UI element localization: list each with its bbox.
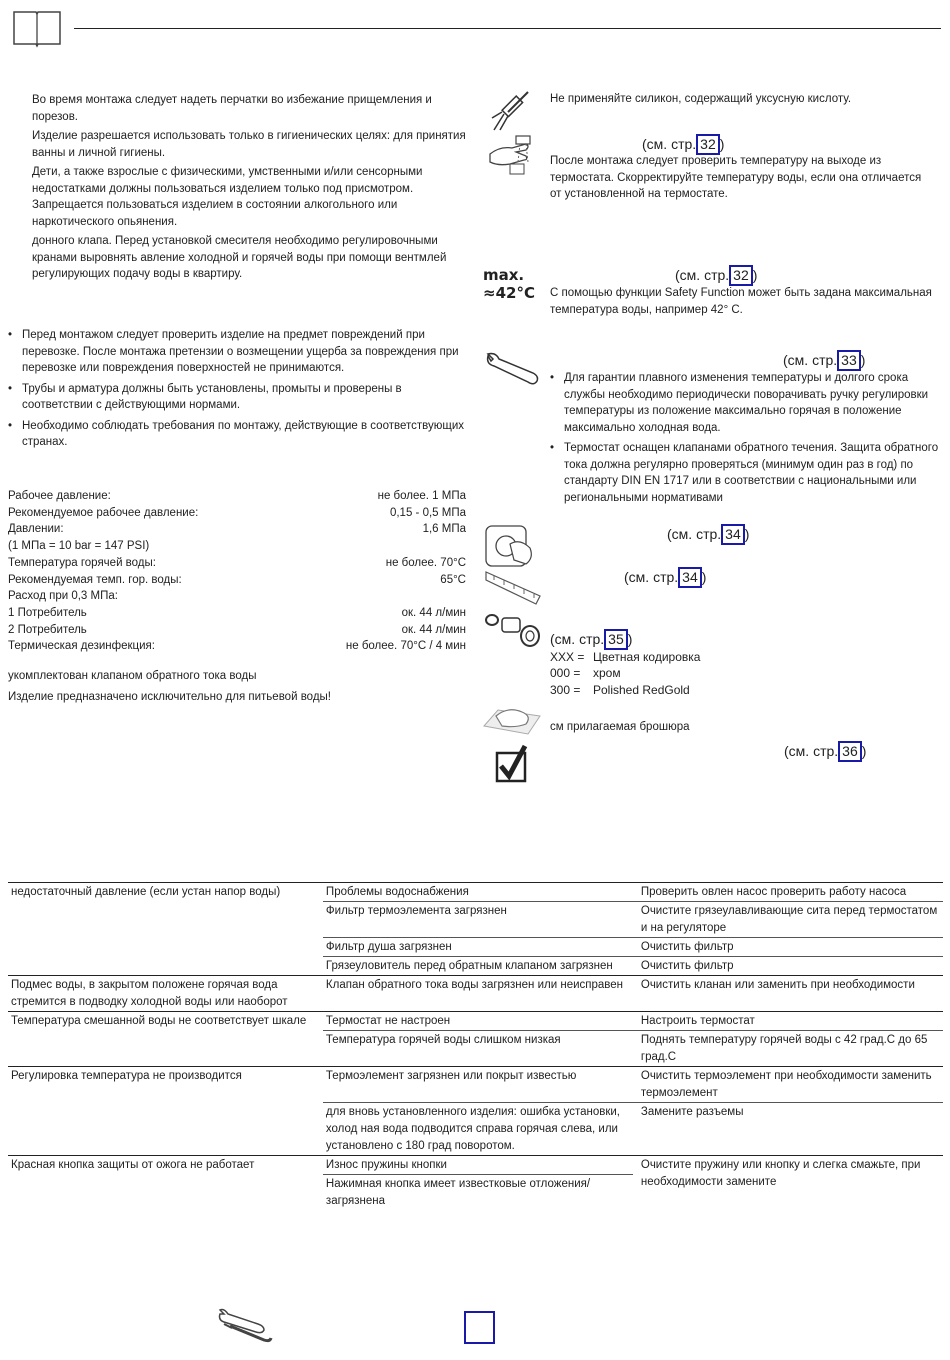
spec-label: Температура горячей воды: [8, 556, 156, 569]
hand-water-temperature-icon [486, 134, 538, 181]
scale-ruler-icon [484, 566, 542, 611]
spec-label: Термическая дезинфекция: [8, 640, 155, 653]
reference-suffix: ) [752, 267, 758, 283]
spec-value: 1,6 МПа [422, 523, 466, 536]
silicone-warning: Не применяйте силикон, содержащий уксусную кислоту. [550, 93, 852, 105]
spec-value: ок. 44 л/мин [401, 623, 466, 636]
safety-section [32, 92, 468, 283]
cause-cell: Термоэлемент загрязнен или покрыт известью [323, 1067, 633, 1103]
tools-icon [216, 1306, 274, 1349]
install-section [8, 327, 468, 451]
remedy-cell: Очистите пружину или кнопку и слегка смажьте, при необходимости замените [633, 1156, 943, 1211]
table-row [8, 976, 943, 1012]
spec-label: 2 Потребитель [8, 623, 87, 636]
problem-cell: Красная кнопка защиты от ожога не работает [8, 1156, 323, 1211]
spec-row [8, 572, 466, 589]
table-row [8, 883, 943, 902]
page-link-34[interactable]: 34 [678, 567, 702, 588]
cause-cell: Грязеуловитель перед обратным клапаном загрязнен [323, 957, 633, 976]
reference-prefix: (см. стр. [642, 136, 697, 152]
spec-row [8, 622, 466, 639]
reference-prefix: (см. стр. [667, 526, 722, 542]
spare-parts-icon [484, 608, 542, 653]
color-codes [550, 649, 700, 698]
reference-suffix: ) [744, 526, 750, 542]
spec-row [8, 605, 466, 622]
safety-paragraph: Во время монтажа следует надеть перчатки во избежание прищемления и порезов. [32, 94, 432, 123]
thermostat-knob-icon [484, 524, 536, 571]
remedy-cell: Очистите грязеулавливающие сита перед термостатом и на регуляторе [633, 902, 943, 938]
brochure-text: см прилагаемая брошюра [550, 721, 690, 733]
safety-paragraph: Дети, а также взрослые с физическими, умственными и/или сенсорными недостатками должны пользоваться изделием только под присмотром. Запрещается пользоваться изделием в состоянии алкогольного или наркотического опьянения. [32, 166, 423, 228]
remedy-cell: Поднять температуру горячей воды с 42 град.С до 65 град.С [633, 1031, 943, 1067]
manual-book-icon [12, 8, 62, 51]
reference-prefix: (см. стр. [550, 631, 605, 647]
cause-cell: Термостат не настроен [323, 1012, 633, 1031]
reference-suffix: ) [719, 136, 725, 152]
checklist-icon [495, 744, 529, 787]
spec-row [8, 521, 466, 538]
remedy-cell: Очистить термоэлемент при необходимости заменить термоэлемент [633, 1067, 943, 1103]
page-reference [550, 629, 632, 650]
spec-label: Рекомендуемое рабочее давление: [8, 506, 199, 519]
page-reference [784, 741, 866, 762]
header-rule [74, 28, 941, 29]
color-name: хром [593, 666, 621, 681]
reference-prefix: (см. стр. [783, 352, 838, 368]
max-temperature-label [483, 266, 535, 302]
cause-cell: Износ пружины кнопки [323, 1156, 633, 1175]
color-code: XXX = [550, 650, 585, 664]
cause-cell: для вновь установленного изделия: ошибка установки, холод ная вода подводится справа горячая слева, или установлено с 180 град поворотом. [323, 1103, 633, 1156]
page-link-32[interactable]: 32 [729, 265, 753, 286]
backflow-note: укомплектован клапаном обратного тока воды [8, 670, 257, 682]
color-code: 000 = [550, 666, 581, 681]
color-code-row [550, 665, 700, 681]
reference-suffix: ) [861, 743, 867, 759]
color-name: Polished RedGold [593, 682, 690, 697]
troubleshooting-table [8, 882, 943, 1210]
spec-row [8, 555, 466, 572]
reference-prefix: (см. стр. [675, 267, 730, 283]
silicone-gun-icon [488, 88, 536, 135]
spec-value: ок. 44 л/мин [401, 606, 466, 619]
cause-cell: Клапан обратного тока воды загрязнен или неисправен [323, 976, 633, 1012]
cause-cell: Фильтр душа загрязнен [323, 938, 633, 957]
spec-value: 0,15 - 0,5 МПа [389, 506, 466, 519]
maintenance-section [550, 370, 942, 506]
install-bullet: • Перед монтажом следует проверить изделие на предмет повреждений при перевозке. После монтажа претензии о возмещении ущерба за повреждения при перевозке или повреждения поверхностей не принимаются. [8, 327, 468, 377]
color-code-row [550, 649, 700, 665]
reference-suffix: ) [627, 631, 633, 647]
page-reference [675, 265, 757, 286]
remedy-cell: Очистить кланан или заменить при необходимости [633, 976, 943, 1012]
page-reference [642, 134, 724, 155]
page-link-33[interactable]: 33 [837, 350, 861, 371]
remedy-cell: Проверить овлен насос проверить работу насоса [633, 883, 943, 902]
maintenance-bullet: • Для гарантии плавного изменения температуры и долгого срока службы необходимо периодически поворачивать ручку регулировки температуры из положение максимально горячая в положение максимально холодная вода. [550, 370, 942, 436]
problem-cell: Температура смешанной воды не соответствует шкале [8, 1012, 323, 1067]
spec-value: не более. 70°C / 4 мин [345, 640, 466, 653]
max-label: max. [483, 266, 525, 284]
reference-suffix: ) [860, 352, 866, 368]
spec-row [8, 588, 466, 605]
table-row [8, 1156, 943, 1175]
safety-paragraph: Изделие разрешается использовать только в гигиенических целях: для принятия ванны и личной гигиены. [32, 130, 466, 159]
technical-specs [8, 488, 466, 655]
spec-label: Рекомендуемая темп. гор. воды: [8, 573, 182, 586]
color-name: Цветная кодировка [593, 650, 701, 664]
spec-label: Рабочее давление: [8, 490, 111, 502]
install-bullet: • Трубы и арматура должны быть установлены, промыты и проверены в соответствии с действующими нормами. [8, 381, 468, 414]
spec-label: (1 МПа = 10 bar = 147 PSI) [8, 540, 150, 553]
color-code-row [550, 682, 700, 698]
spec-label: Давлении: [8, 523, 64, 536]
problem-cell: Подмес воды, в закрытом положене горячая вода стремится в подводку холодной воды или наоборот [8, 976, 323, 1012]
spec-value: 65°C [440, 573, 466, 586]
spec-row [8, 505, 466, 522]
page-number-box [464, 1311, 495, 1344]
spec-value: не более. 70°C [385, 556, 466, 569]
cleaning-hand-icon [482, 702, 542, 741]
remedy-cell: Очистить фильтр [633, 938, 943, 957]
cause-cell: Нажимная кнопка имеет известковые отложения/ загрязнена [323, 1175, 633, 1211]
page-reference [624, 567, 706, 588]
reference-prefix: (см. стр. [624, 569, 679, 585]
page-link-35[interactable]: 35 [604, 629, 628, 650]
remedy-cell: Замените разъемы [633, 1103, 943, 1156]
page-reference [783, 350, 865, 371]
safety-function-text: С помощью функции Safety Function может быть задана максимальная температура воды, например 42° C. [550, 287, 932, 316]
problem-cell: Регулировка температура не производится [8, 1067, 323, 1156]
page-link-36[interactable]: 36 [838, 741, 862, 762]
cause-cell: Температура горячей воды слишком низкая [323, 1031, 633, 1067]
spec-label: Расход при 0,3 МПа: [8, 590, 118, 603]
drinking-water-note: Изделие предназначено исключительно для питьевой воды! [8, 691, 331, 703]
maintenance-bullet: • Термостат оснащен клапанами обратного течения. Защита обратного тока должна регулярно проверяться (минимум один раз в год) по стандарту DIN EN 1717 или в соответствии с национальными или региональными нормативами [550, 440, 942, 506]
max-temp-label: ≈42°C [483, 284, 535, 302]
spec-label: 1 Потребитель [8, 606, 87, 619]
spec-value: не более. 1 МПа [377, 490, 466, 502]
spec-row [8, 488, 466, 505]
reference-prefix: (см. стр. [784, 743, 839, 759]
page-link-32[interactable]: 32 [696, 134, 720, 155]
table-row [8, 1067, 943, 1103]
page-reference [667, 524, 749, 545]
safety-paragraph: донного клапа. Перед установкой смесителя необходимо регулировочными кранами выровнять авление холодной и горячей воды при помощи вентмлей регулирующих подачу воды в квартиру. [32, 235, 447, 280]
wrench-icon [484, 350, 540, 391]
install-bullet: • Необходимо соблюдать требования по монтажу, действующие в соответствующих странах. [8, 418, 468, 451]
remedy-cell: Очистить фильтр [633, 957, 943, 976]
problem-cell: недостаточный давление (если устан напор воды) [8, 883, 323, 976]
page-link-34[interactable]: 34 [721, 524, 745, 545]
remedy-cell: Настроить термостат [633, 1012, 943, 1031]
reference-suffix: ) [701, 569, 707, 585]
cause-cell: Фильтр термоэлемента загрязнен [323, 902, 633, 938]
temperature-check-text: После монтажа следует проверить температуру на выходе из термостата. Скорректируйте температуру воды, если она отличается от установленной на термостате. [550, 155, 922, 200]
color-code: 300 = [550, 682, 581, 697]
cause-cell: Проблемы водоснабжения [323, 883, 633, 902]
spec-row [8, 638, 466, 655]
table-row [8, 1012, 943, 1031]
spec-row [8, 538, 466, 555]
